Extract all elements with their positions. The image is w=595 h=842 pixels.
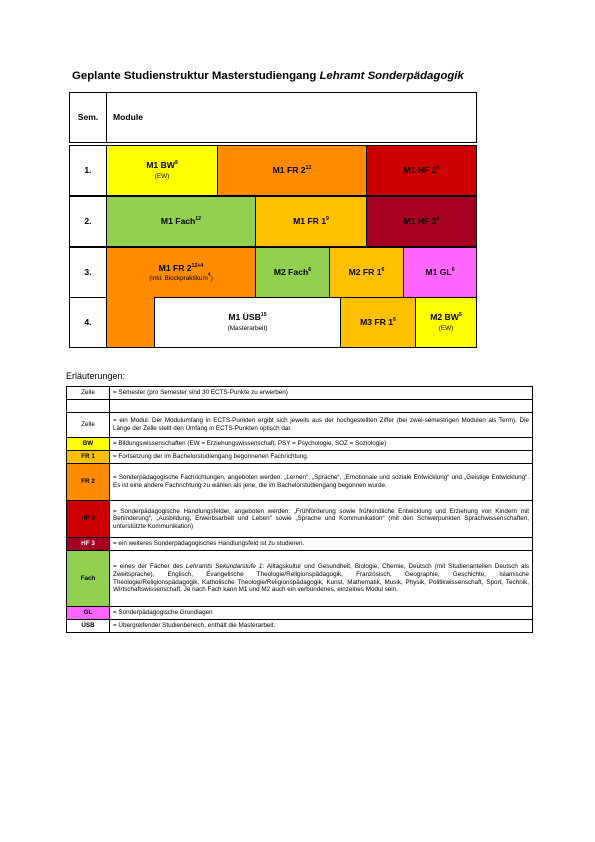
module-m1-fr2-block-continuation — [106, 297, 155, 348]
legend-text — [110, 400, 533, 413]
legend-row — [67, 438, 533, 451]
legend-row — [67, 538, 533, 551]
module-m2-bw: M2 $BW^5$ (EW) — [415, 297, 477, 348]
module-m1-hf3: M1 HF $3^9$ — [366, 196, 477, 247]
legend-text: = Sonderpädagogische Handlungsfelder, angeboten werden: „Frühförderung sowie frühkindliche Entwicklung und Erziehung von Kindern mit Behinderung“, „Ausbildung, Erwerbsarbeit und Leben“ sowie „Sprache und Kommunikation“ (mit den Schwerpunkten Sprachwissenschaften, unterstützte Kommunikation) — [110, 501, 533, 538]
legend-key-hf3: HF 3 — [67, 538, 110, 551]
semester-label-3: 3. — [69, 247, 107, 298]
legend-row — [67, 501, 533, 538]
module-m1-usb: M1 ÜSB$^{15}$ (Masterarbeit) — [154, 297, 341, 348]
legend-key-fr1: FR 1 — [67, 451, 110, 464]
legend-text: = Semester (pro Semester sind 30 ECTS-Punkte zu erwerben) — [110, 387, 533, 400]
legend-row — [67, 551, 533, 607]
legend-row — [67, 400, 533, 413]
header-sem: Sem. — [69, 92, 107, 143]
semester-label-2: 2. — [69, 196, 107, 247]
legend-text: = Sonderpädagogische Fachrichtungen, angeboten werden: „Lernen“, „Sprache“, „Emotionale und soziale Entwicklung“ und „Geistige Entwicklung“. Es ist eine andere Fachrichtung zu wählen als jene, die im Bachelorstudiengang begonnen wurde. — [110, 464, 533, 501]
legend-key: Zeile — [67, 387, 110, 400]
legend-row — [67, 620, 533, 633]
legend-key-bw: BW — [67, 438, 110, 451]
legend-row — [67, 451, 533, 464]
semester-label-4: 4. — [69, 297, 107, 348]
module-m1-bw: M1 $BW^9$ (EW) — [106, 145, 218, 196]
legend-key-gl: GL — [67, 607, 110, 620]
module-m1-hf2: M1 HF $2^6$ — [366, 145, 477, 196]
legend-row — [67, 387, 533, 400]
module-m3-fr1: M3 FR $1^6$ — [340, 297, 416, 348]
module-m2-fach: M2 Fach$^6$ — [255, 247, 330, 298]
legend-key-usb: ÜSB — [67, 620, 110, 633]
legend-text: = ein Modul. Der Modulumfang in ECTS-Punkten ergibt sich jeweils aus der hochgestellten Ziffer (bei zwei-semestrigen Modulen als Term). Die Länge der Zelle stellt den Umfang in ECTS-Punkten optisch dar. — [110, 413, 533, 438]
legend-row — [67, 413, 533, 438]
module-m1-fr1: M1 FR $1^9$ — [255, 196, 367, 247]
module-m2-fr1: M2 FR $1^6$ — [329, 247, 404, 298]
module-m1-fach: M1 Fach$^{12}$ — [106, 196, 256, 247]
header-modules: Module — [106, 92, 477, 143]
legend-row — [67, 464, 533, 501]
legend-text: = Sonderpädagogische Grundlagen — [110, 607, 533, 620]
module-m1-gl: M1 $GL^6$ — [403, 247, 477, 298]
legend-key-fr2: FR 2 — [67, 464, 110, 501]
legend-text: = ein weiteres Sonderpädagogisches Handlungsfeld ist zu studieren. — [110, 538, 533, 551]
page-title: Geplante Studienstruktur Masterstudiengang Lehramt Sonderpädagogik — [72, 70, 464, 82]
legend-table — [66, 386, 533, 633]
legend-key: Zelle — [67, 413, 110, 438]
legend-text: = Fortsetzung der im Bachelorstudiengang begonnenen Fachrichtung. — [110, 451, 533, 464]
legend-key-fach: Fach — [67, 551, 110, 607]
semester-label-1: 1. — [69, 145, 107, 196]
legend-text: = eines der Fächer des Lehramts Sekundarstufe 1: Alltagskultur und Gesundheit, Biologie, Chemie, Deutsch (mit Studienanteilen Deutsch als Zweitsprache), Englisch, Evangelische Theologie/Religionspädagogik, Französisch, Geographie, Geschichte, Islamische Theologie/Religionspädagogik, Katholische Theologie/Religionspädagogik, Kunst, Mathematik, Musik, Physik, Politikwissenschaft, Sport, Technik, Wirtschaftswissenschaft. Je nach Fach kann M1 und M2 auch ein verbundenes, einzelnes Modul sein. — [110, 551, 533, 607]
module-m1-fr2: M1 FR $2^{12}$ — [217, 145, 367, 196]
legend-key-hf2: HF 2 — [67, 501, 110, 538]
legend-text: = Übergreifender Studienbereich, enthält die Masterarbeit. — [110, 620, 533, 633]
legend-key — [67, 400, 110, 413]
legend-text: = Bildungswissenschaften (EW = Erziehungswissenschaft, PSY = Psychologie, SOZ = Soziologie) — [110, 438, 533, 451]
module-m1-fr2-block: M1 FR $2^{12+4}$ (inkl. Blockpraktikum$^4$) — [106, 247, 256, 298]
legend-row — [67, 607, 533, 620]
legend-caption: Erläuterungen: — [66, 371, 126, 381]
